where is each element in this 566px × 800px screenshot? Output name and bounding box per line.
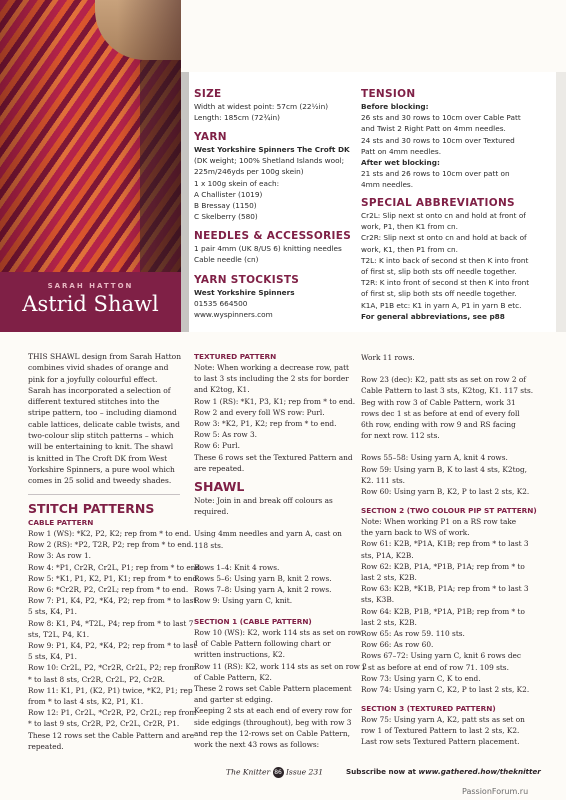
section1-rows: Row 10 (WS): K2, work 114 sts as set on row 1 of Cable Pattern following chart or written instructions, K2. Row 11 (RS): K2, work 114 sts as set on row 2 of Cable Pattern, K2. These 2 rows set Cable Pattern placement and garter st edging. Keeping 2 sts at each end of every row for side edgings (throughout), beg with row 3 and rep the 12-rows set on Cable Pattern, work the next 43 rows as follows: <box>194 628 367 750</box>
info-box-edge <box>181 72 189 332</box>
needles-info: 1 pair 4mm (UK 8/US 6) knitting needles Cable needle (cn) <box>194 244 342 265</box>
shawl-photo <box>0 0 181 272</box>
subscribe-link[interactable]: www.gathered.how/theknitter <box>418 767 541 776</box>
footer-magazine <box>226 767 323 778</box>
section1-continued: Work 11 rows. Row 23 (dec): K2, patt sts as set on row 2 of Cable Pattern to last 3 sts, K2tog, K1. 117 sts. Beg with row 3 of Cable Pattern, work 31 rows dec 1 st as before at end of every foll 6th row, ending with row 9 and RS facing for next row. 112 sts. Rows 55–58: Using yarn A, knit 4 rows. Row 59: Using yarn B, K to last 4 sts, K2tog, K2. 111 sts. Row 60: Using yarn B, K2, P to last 2 sts, K2. <box>361 353 534 497</box>
stockists-heading: YARN STOCKISTS <box>194 274 300 286</box>
shawl-instructions: Note: Join in and break off colours as required. Using 4mm needles and yarn A, cast on 118 sts. Rows 1–4: Knit 4 rows. Rows 5–6: Using yarn B, knit 2 rows. Rows 7–8: Using yarn A, knit 2 rows. Row 9: Using yarn C, knit. <box>194 496 342 606</box>
section1-heading: SECTION 1 (CABLE PATTERN) <box>194 617 312 626</box>
stockists-info: West Yorkshire Spinners 01535 664500 www.wyspinners.com <box>194 288 295 320</box>
section3-heading: SECTION 3 (TEXTURED PATTERN) <box>361 704 496 713</box>
divider <box>28 494 180 495</box>
issue-number: Issue 231 <box>285 767 324 777</box>
tension-info: Before blocking: 26 sts and 30 rows to 10cm over Cable Patt and Twist 2 Right Patt on 4mm needles. 24 sts and 30 rows to 10cm over Textured Patt on 4mm needles. After wet blocking: 21 sts and 26 rows to 10cm over patt on 4mm needles. <box>361 102 521 190</box>
yarn-info: West Yorkshire Spinners The Croft DK (DK weight; 100% Shetland Islands wool; 225m/246yds per 100g skein) 1 x 100g skein of each: A Challister (1019) B Bressay (1150) C Skelberry (580) <box>194 145 350 222</box>
cable-pattern-rows: Row 1 (WS): *K2, P2, K2; rep from * to end. Row 2 (RS): *P2, T2R, P2; rep from * to end. Row 3: As row 1. Row 4: *P1, Cr2R, Cr2L, P1; rep from * to end. Row 5: *K1, P1, K2, P1, K1; rep from * to end. Row 6: *Cr2R, P2, Cr2L; rep from * to end. Row 7: P1, K4, P2, *K4, P2; rep from * to last 5 sts, K4, P1. Row 8: K1, P4, *T2L, P4; rep from * to last 7 sts, T2L, P4, K1. Row 9: P1, K4, P2, *K4, P2; rep from * to last 5 sts, K4, P1. Row 10: Cr2L, P2, *Cr2R, Cr2L, P2; rep from * to last 8 sts, Cr2R, Cr2L, P2, Cr2R. Row 11: K1, P1, (K2, P1) twice, *K2, P1; rep from * to last 4 sts, K2, P1, K1. Row 12: P1, Cr2L, *Cr2R, P2, Cr2L; rep from * to last 9 sts, Cr2R, P2, Cr2L, Cr2R, P1. These 12 rows set the Cable Pattern and are repeated. <box>28 529 203 751</box>
textured-pattern-heading: TEXTURED PATTERN <box>194 352 277 361</box>
tension-heading: TENSION <box>361 88 416 100</box>
magazine-name: The Knitter <box>226 767 271 777</box>
footer-subscribe: Subscribe now at www.gathered.how/theknitter <box>346 767 541 776</box>
abbreviations-heading: SPECIAL ABBREVIATIONS <box>361 197 515 209</box>
watermark: PassionForum.ru <box>462 787 529 796</box>
yarn-heading: YARN <box>194 131 227 143</box>
section2-rows: Note: When working P1 on a RS row take the yarn back to WS of work. Row 61: K2B, *P1A, K1B; rep from * to last 3 sts, P1A, K2B. Row 62: K2B, P1A, *P1B, P1A; rep from * to last 2 sts, K2B. Row 63: K2B, *K1B, P1A; rep from * to last 3 sts, K3B. Row 64: K2B, P1B, *P1A, P1B; rep from * to last 2 sts, K2B. Row 65: As row 59. 110 sts. Row 66: As row 60. Rows 67–72: Using yarn C, knit 6 rows dec 1 st as before at end of row 71. 109 sts. Row 73: Using yarn C, K to end. Row 74: Using yarn C, K2, P to last 2 sts, K2. <box>361 517 530 695</box>
needles-heading: NEEDLES & ACCESSORIES <box>194 230 352 242</box>
cable-pattern-heading: CABLE PATTERN <box>28 518 94 527</box>
designer-name: SARAH HATTON <box>47 282 134 290</box>
intro-text: THIS SHAWL design from Sarah Hatton combines vivid shades of orange and pink for a joyfully colourful effect. Sarah has incorporated a selection of different textured stitches into the stripe pattern, too – including diamond cable lattices, delicate cable twists, and two-colour slip stitch patterns – which will be entertaining to knit. The shawl is knitted in The Croft DK from West Yorkshire Spinners, a pure wool which comes in 25 solid and tweedy shades. <box>28 352 182 486</box>
size-heading: SIZE <box>194 88 222 100</box>
section2-heading: SECTION 2 (TWO COLOUR PIP ST PATTERN) <box>361 506 537 515</box>
abbreviations-info: Cr2L: Slip next st onto cn and hold at front of work, P1, then K1 from cn. Cr2R: Slip next st onto cn and hold at back of work, K1, then P1 from cn. T2L: K into back of second st then K into front of first st, slip both sts off needle together. T2R: K into front of second st then K into front of first st, slip both sts off needle together. K1A, P1B etc: K1 in yarn A, P1 in yarn B etc. For general abbreviations, see p88 <box>361 211 530 321</box>
size-info: Width at widest point: 57cm (22½in) Length: 185cm (72¾in) <box>194 102 329 123</box>
stitch-patterns-heading: STITCH PATTERNS <box>28 501 155 516</box>
section3-rows: Row 75: Using yarn A, K2, patt sts as set on row 1 of Textured Pattern to last 2 sts, K2. Last row sets Textured Pattern placement. <box>361 715 525 747</box>
title-banner <box>0 272 181 332</box>
shawl-heading: SHAWL <box>194 479 245 494</box>
page-number: 86 <box>274 769 282 776</box>
textured-pattern-rows: Note: When working a decrease row, patt to last 3 sts including the 2 sts for border and K2tog, K1. Row 1 (RS): *K1, P3, K1; rep from * to end. Row 2 and every foll WS row: Purl. Row 3: *K2, P1, K2; rep from * to end. Row 5: As row 3. Row 6: Purl. These 6 rows set the Textured Pattern and are repeated. <box>194 363 356 473</box>
pattern-title: Astrid Shawl <box>22 292 159 316</box>
